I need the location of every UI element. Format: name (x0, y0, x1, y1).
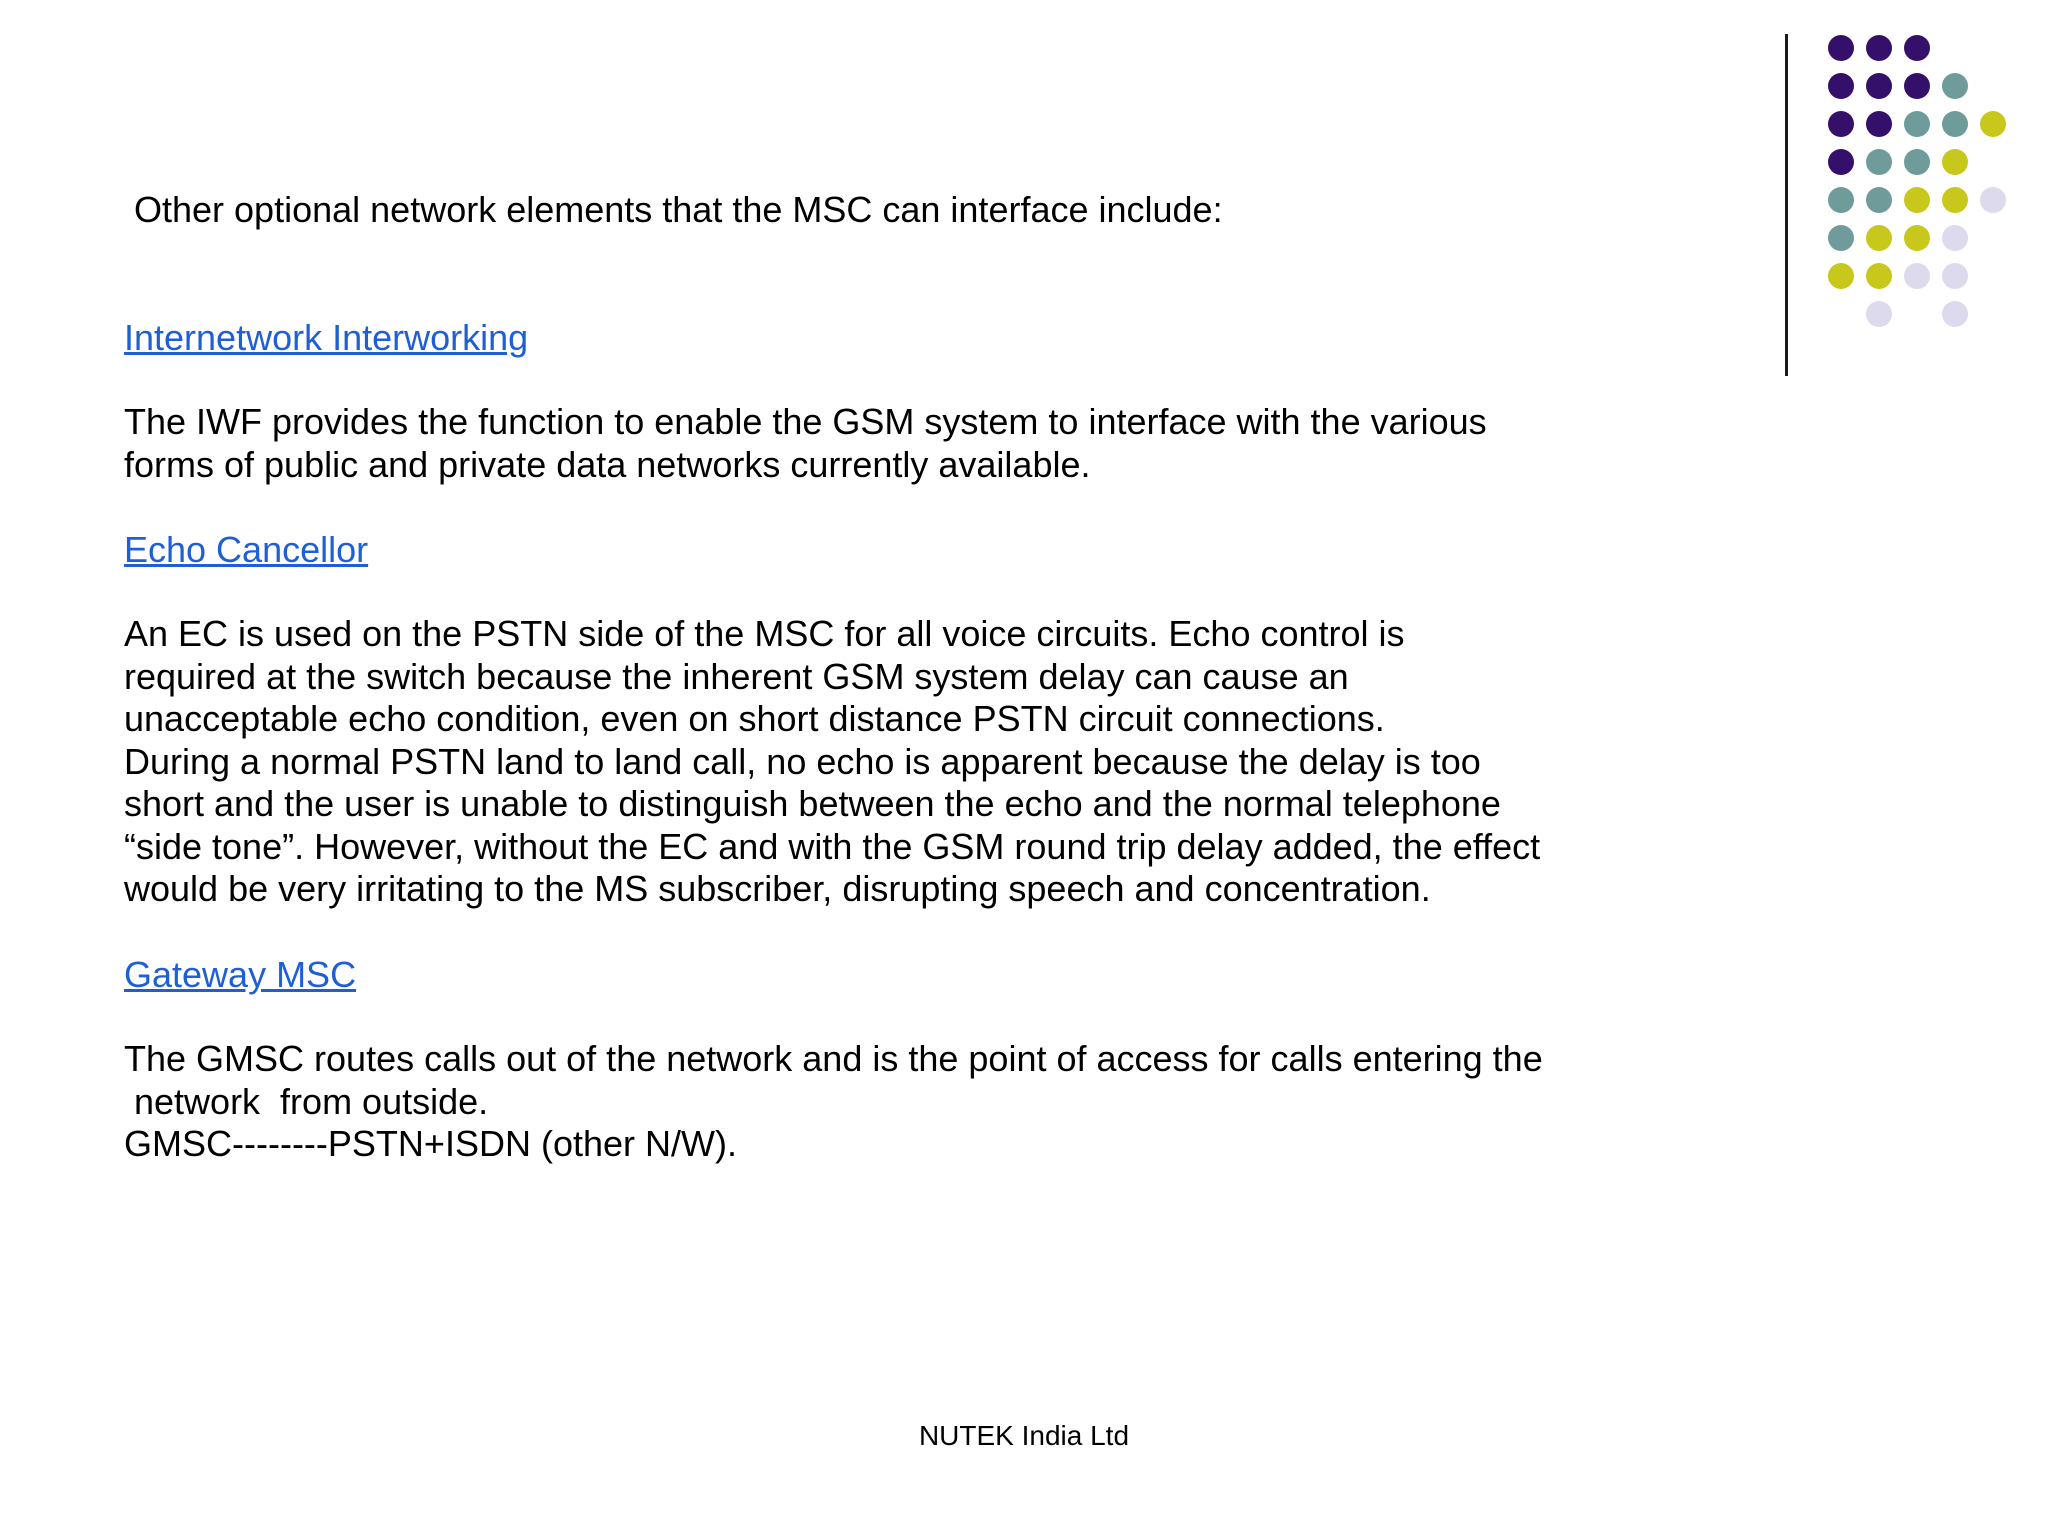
body-line: “side tone”. However, without the EC and with the GSM round trip delay added, the effect (124, 825, 1541, 867)
decorative-dot-purple (1904, 35, 1930, 61)
decorative-dot-yellow (1942, 149, 1968, 175)
decorative-dot-yellow (1980, 111, 2006, 137)
section-echo-cancellor (124, 528, 1540, 911)
decorative-dot-teal (1904, 149, 1930, 175)
body-line: During a normal PSTN land to land call, no echo is apparent because the delay is too (124, 740, 1481, 782)
decorative-dot-teal (1866, 149, 1892, 175)
decorative-dot-teal (1828, 225, 1854, 251)
intro-text: Other optional network elements that the MSC can interface include: (134, 189, 1223, 230)
section-body (124, 1038, 1543, 1166)
decorative-dot-yellow (1942, 187, 1968, 213)
body-line: forms of public and private data networks currently available. (124, 443, 1091, 485)
decorative-dot-yellow (1866, 263, 1892, 289)
decorative-dot-yellow (1904, 187, 1930, 213)
section-body (124, 613, 1540, 911)
decorative-dot-teal (1942, 111, 1968, 137)
decorative-dot-lavender (1980, 187, 2006, 213)
decorative-dot-lavender (1942, 263, 1968, 289)
heading-echo-cancellor-link[interactable]: Echo Cancellor (124, 529, 369, 570)
body-line: required at the switch because the inherent GSM system delay can cause an (124, 655, 1349, 697)
decorative-dot-yellow (1904, 225, 1930, 251)
body-line: unacceptable echo condition, even on short distance PSTN circuit connections. (124, 698, 1385, 739)
decorative-dot-teal (1866, 187, 1892, 213)
decorative-dot-grid (1826, 32, 2016, 332)
decorative-dot-purple (1866, 111, 1892, 137)
decorative-dot-teal (1828, 187, 1854, 213)
decorative-dot-purple (1828, 73, 1854, 99)
decorative-dot-yellow (1866, 225, 1892, 251)
decorative-dot-lavender (1942, 301, 1968, 327)
decorative-dot-purple (1866, 35, 1892, 61)
decorative-dot-teal (1904, 111, 1930, 137)
decorative-dot-purple (1904, 73, 1930, 99)
body-line: short and the user is unable to distinguish between the echo and the normal telephone (124, 783, 1501, 824)
body-line: GMSC--------PSTN+ISDN (other N/W). (124, 1123, 737, 1164)
decorative-dot-yellow (1828, 263, 1854, 289)
decorative-dot-purple (1828, 35, 1854, 61)
heading-gateway-msc-link[interactable]: Gateway MSC (124, 954, 357, 995)
body-line: The GMSC routes calls out of the network and is the point of access for calls entering the (124, 1038, 1543, 1079)
body-line: An EC is used on the PSTN side of the MSC for all voice circuits. Echo control is (124, 613, 1405, 654)
footer-company-name: NUTEK India Ltd (918, 1420, 1130, 1451)
body-line: would be very irritating to the MS subscriber, disrupting speech and concentration. (124, 868, 1431, 909)
section-internetwork-interworking (124, 316, 1487, 486)
decorative-dot-purple (1828, 149, 1854, 175)
body-line: network from outside. (124, 1080, 489, 1122)
decorative-dot-lavender (1866, 301, 1892, 327)
decorative-dot-purple (1828, 111, 1854, 137)
vertical-divider (1785, 34, 1788, 376)
decorative-dot-lavender (1904, 263, 1930, 289)
section-gateway-msc (124, 953, 1543, 1166)
section-body (124, 401, 1487, 486)
decorative-dot-teal (1942, 73, 1968, 99)
decorative-dot-purple (1866, 73, 1892, 99)
decorative-dot-lavender (1942, 225, 1968, 251)
body-line: The IWF provides the function to enable the GSM system to interface with the various (124, 401, 1487, 442)
heading-internetwork-interworking-link[interactable]: Internetwork Interworking (124, 317, 529, 358)
